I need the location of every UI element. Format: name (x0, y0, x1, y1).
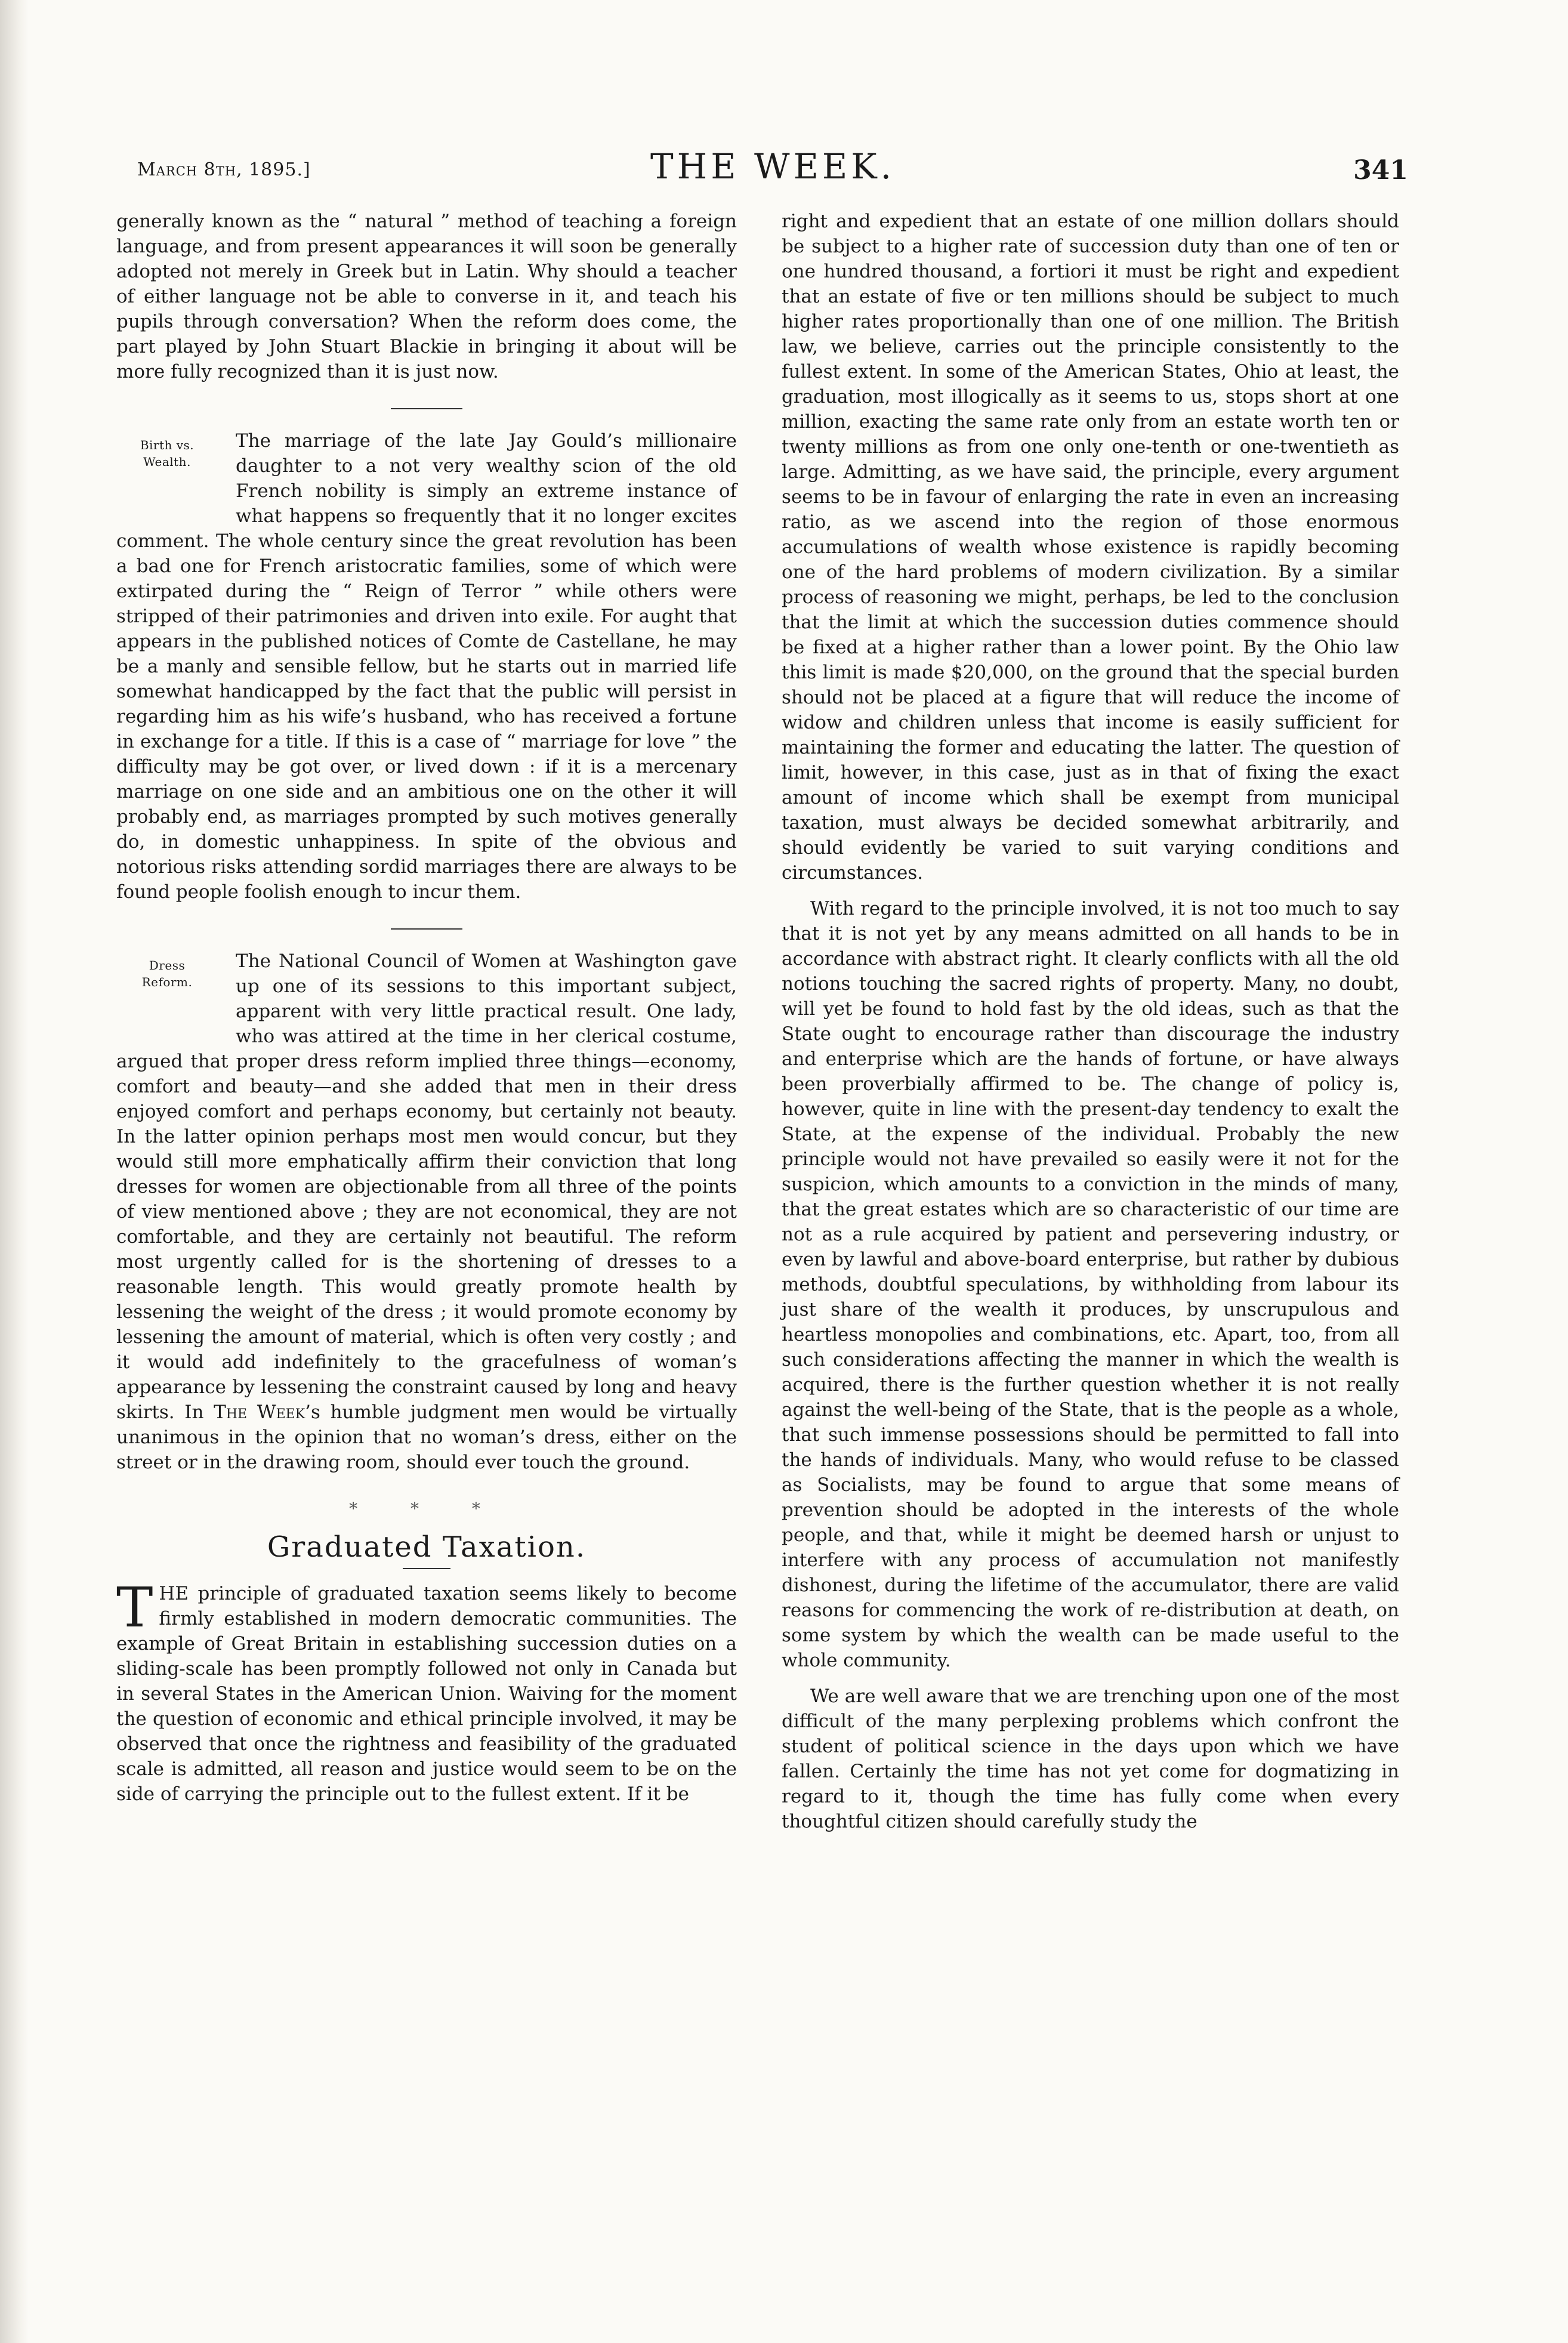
asterism: * * * (349, 1499, 504, 1518)
sidenote-line: Wealth. (143, 455, 191, 469)
page-edge-shadow (0, 0, 29, 2343)
intro-paragraph: generally known as the “ natural ” method of teaching a foreign language, and from present appearances it will soon be generally adopted not merely in Greek but in Latin. Why should a teacher of either language not be able to converse in it, and teach his pupils through conversation? When the reform does come, the part played by John Stuart Blackie in bringing it about will be more fully recognized than it is just now. (116, 211, 737, 382)
page-number: 341 (1353, 155, 1408, 186)
section-divider (391, 928, 462, 930)
right-column (782, 209, 1399, 1834)
note-text-before: The National Council of Women at Washington gave up one of its sessions to this important subject, apparent with very little practical result. One lady, who was attired at the time in her clerical costume, argued that proper dress reform implied three things—economy, comfort and beauty—and she added that men in their dress enjoyed comfort and perhaps economy, but certainly not beauty. In the latter opinion perhaps most men would concur, but they would still more emphatically affirm their conviction that long dresses for women are objectionable from all three of the points of view mentioned above ; they are not economical, they are not comfortable, and they are certainly not beautiful. The reform most urgently called for is the shortening of dresses to a reasonable length. This would greatly promote health by lessening the weight of the dress ; it would promote economy by lessening the amount of material, which is often very costly ; and it would add indefinitely to the gracefulness of woman’s appearance by lessening the constraint caused by long and heavy skirts. In (116, 950, 737, 1423)
left-column (116, 209, 737, 1807)
sidenote-label (116, 428, 218, 508)
section-divider (391, 408, 462, 409)
page-header (137, 146, 1408, 200)
note-paragraph: The marriage of the late Jay Gould’s millionaire daughter to a not very wealthy scion of the old French nobility is simply an extreme instance of what happens so frequently that it no longer excites comment. The whole century since the great revolution has been a bad one for French aristocratic families, some of which were extirpated during the “ Reign of Terror ” while others were stripped of their patrimonies and driven into exile. For aught that appears in the published notices of Comte de Castellane, he may be a manly and sensible fellow, but he starts out in married life somewhat handicapped by the fact that the public will persist in regarding him as his wife’s husband, who has received a fortune in exchange for a title. If this is a case of “ marriage for love ” the difficulty may be got over, or lived down : if it is a mercenary marriage on one side and an ambitious one on the other it will probably end, as marriages prompted by such motives generally do, in domestic unhappiness. In spite of the obvious and notorious risks attending sordid marriages there are always to be found people foolish enough to incur them. (116, 430, 737, 903)
right-paragraph: right and expedient that an estate of one million dollars should be subject to a higher rate of succession duty than one of ten or one hundred thousand, a fortiori it must be right and expedient that an estate of five or ten millions should be subject to much higher rates proportionally than one of one million. The British law, we believe, carries out the principle consistently to the fullest extent. In some of the American States, Ohio at least, the graduation, most illogically as it seems to us, stops short at one million, exacting the same rate only from an estate worth ten or twenty millions as from one only one-tenth or one-twentieth as large. Admitting, as we have said, the principle, every argument seems to be in favour of enlarging the rate in even an increasing ratio, as we ascend into the region of those enormous accumulations of wealth whose existence is rapidly becoming one of the hard problems of modern civilization. By a similar process of reasoning we might, perhaps, be led to the conclusion that the limit at which the succession duties commence should be fixed at a higher rather than a lower point. By the Ohio law this limit is made $20,000, on the ground that the special burden should not be placed at a figure that will reduce the income of widow and children unless that income is easily sufficient for maintaining the former and educating the latter. The question of limit, however, in this case, just as in that of fixing the exact amount of income which shall be exempt from municipal taxation, must always be decided somewhat arbitrarily, and should evidently be varied to suit varying conditions and circumstances. (782, 211, 1399, 884)
section-title: Graduated Taxation. (267, 1530, 587, 1564)
publication-name: The Week (214, 1402, 305, 1423)
section-text: HE principle of graduated taxation seems likely to become firmly established in modern democratic communities. The example of Great Britain in establishing succession duties on a sliding-scale has been promptly followed not only in Canada but in several States in the American Union. Waiving for the moment the question of economic and ethical principle involved, it may be observed that once the rightness and feasibility of the graduated scale is admitted, all reason and justice would seem to be on the side of carrying the principle out to the fullest extent. If it be (116, 1583, 737, 1805)
drop-cap: T (116, 1576, 153, 1640)
sidenote-line: Reform. (141, 975, 193, 989)
sidenote-label (116, 949, 218, 1029)
right-paragraph: We are well aware that we are trenching upon one of the most difficult of the many perplexing problems which confront the student of political science in the days upon which we have fallen. Certainly the time has not yet come for dogmatizing in regard to it, though the time has fully come when every thoughtful citizen should carefully study the (782, 1686, 1399, 1832)
section-first-paragraph (116, 1576, 737, 1807)
sidenote-line: Dress (149, 958, 186, 973)
sidenote-line: Birth vs. (140, 438, 195, 452)
issue-date: March 8th, 1895.] (137, 159, 311, 180)
note-text-after: ’s humble judgment men would be virtually unanimous in the opinion that no woman’s dress, either on the street or in the drawing room, should ever touch the ground. (116, 1402, 737, 1473)
masthead-title: THE WEEK. (650, 146, 896, 187)
note-dress-reform (116, 949, 737, 1475)
right-paragraph: With regard to the principle involved, it is not too much to say that it is not yet by any means admitted on all hands to be in accordance with abstract right. It clearly conflicts with all the old notions touching the sacred rights of property. Many, no doubt, will yet be found to hold fast by the old ideas, such as that the State ought to encourage rather than discourage the industry and enterprise which are the hands of fortune, or have always been proverbially affirmed to be. The change of policy is, however, quite in line with the present-day tendency to exalt the State, at the expense of the individual. Probably the new principle would not have prevailed so easily were it not for the suspicion, which amounts to a conviction in the minds of many, that the great estates which are so characteristic of our time are not as a rule acquired by patient and persevering industry, or even by lawful and above-board enterprise, but rather by dubious methods, doubtful speculations, by withholding from labour its just share of the wealth it produces, by unscrupulous and heartless monopolies and combinations, etc. Apart, too, from all such considerations affecting the manner in which the wealth is acquired, there is the further question whether it is not really against the well-being of the State, that is the people as a whole, that such immense possessions should be permitted to fall into the hands of individuals. Many, who would refuse to be classed as Socialists, may be found to argue that some means of prevention should be adopted in the interests of the whole people, and that, while it might be deemed harsh or unjust to interfere with any process of accumulation not manifestly dishonest, during the lifetime of the accumulator, there are valid reasons for commencing the work of re-distribution at death, on some system by which the wealth can be made useful to the whole community. (782, 898, 1400, 1671)
note-birth-vs-wealth (116, 428, 737, 905)
title-rule (403, 1568, 450, 1569)
